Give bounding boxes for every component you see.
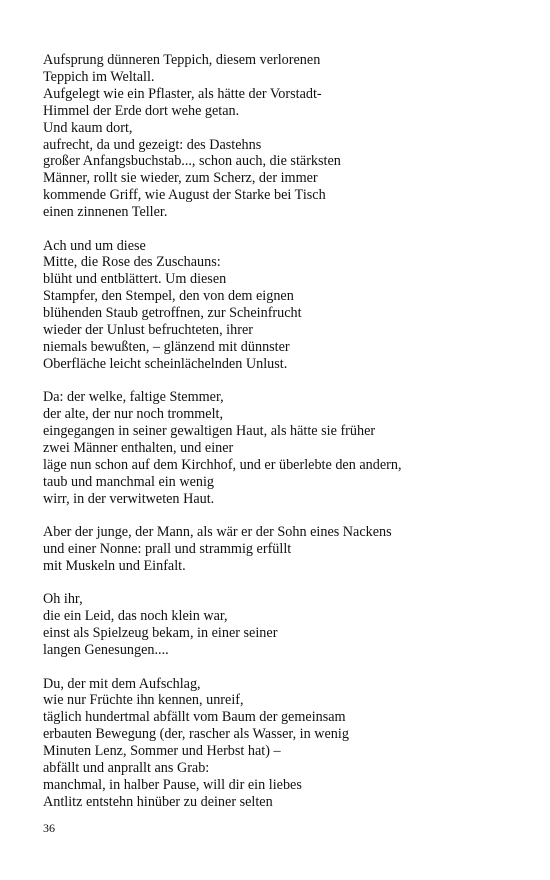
poem-line: taub und manchmal ein wenig <box>43 473 214 490</box>
poem-line: abfällt und anprallt ans Grab: <box>43 760 210 777</box>
poem-line: blüht und entblättert. Um diesen <box>43 271 227 288</box>
poem-line: eingegangen in seiner gewaltigen Haut, als hätte sie früher <box>43 423 376 440</box>
poem-line: manchmal, in halber Pause, will dir ein liebes <box>43 776 302 793</box>
poem-line: einen zinnenen Teller. <box>43 204 168 221</box>
poem-line: Mitte, die Rose des Zuschauns: <box>43 254 221 271</box>
poem-line: läge nun schon auf dem Kirchhof, und er überlebte den andern, <box>43 456 402 473</box>
poem-line: wirr, in der verwitweten Haut. <box>43 490 215 507</box>
poem-line: Ach und um diese <box>43 237 146 254</box>
poem-line: wieder der Unlust befruchteten, ihrer <box>43 322 253 339</box>
poem-line: Männer, rollt sie wieder, zum Scherz, der immer <box>43 170 318 187</box>
poem-line: zwei Männer enthalten, und einer <box>43 440 234 457</box>
poem-line: Aufgelegt wie ein Pflaster, als hätte der Vorstadt- <box>43 85 322 102</box>
stanza <box>43 676 523 811</box>
poem-line: und einer Nonne: prall und strammig erfüllt <box>43 541 292 558</box>
poem-text <box>43 52 523 827</box>
poem-line: Und kaum dort, <box>43 119 133 136</box>
stanza <box>43 52 523 221</box>
stanza <box>43 238 523 373</box>
poem-line: blühenden Staub getroffnen, zur Scheinfrucht <box>43 305 302 322</box>
poem-line: Teppich im Weltall. <box>43 68 155 85</box>
poem-line: täglich hundertmal abfällt vom Baum der gemeinsam <box>43 709 346 726</box>
poem-line: niemals bewußten, – glänzend mit dünnster <box>43 339 290 355</box>
poem-line: mit Muskeln und Einfalt. <box>43 557 186 574</box>
poem-line: langen Genesungen.... <box>43 642 169 659</box>
poem-line: Da: der welke, faltige Stemmer, <box>43 389 224 406</box>
poem-line: Himmel der Erde dort wehe getan. <box>43 102 240 119</box>
poem-line: aufrecht, da und gezeigt: des Dastehns <box>43 136 262 153</box>
poem-line: der alte, der nur noch trommelt, <box>43 406 224 423</box>
poem-line: Minuten Lenz, Sommer und Herbst hat) – <box>43 743 281 760</box>
poem-line: Du, der mit dem Aufschlag, <box>43 675 201 692</box>
poem-line: Aber der junge, der Mann, als wär er der Sohn eines Nackens <box>43 524 392 541</box>
poem-line: Aufsprung dünneren Teppich, diesem verlorenen <box>43 52 321 68</box>
poem-line: Antlitz entstehn hinüber zu deiner selten <box>43 793 273 810</box>
poem-line: Stampfer, den Stempel, den von dem eignen <box>43 288 294 305</box>
poem-line: erbauten Bewegung (der, rascher als Wasser, in wenig <box>43 726 349 743</box>
poem-line: Oberfläche leicht scheinlächelnden Unlust. <box>43 355 288 372</box>
stanza <box>43 524 523 575</box>
poem-line: einst als Spielzeug bekam, in einer seiner <box>43 625 278 642</box>
stanza <box>43 591 523 659</box>
poem-line: wie nur Früchte ihn kennen, unreif, <box>43 692 244 709</box>
poem-line: kommende Griff, wie August der Starke bei Tisch <box>43 187 326 204</box>
stanza <box>43 389 523 507</box>
poem-line: Oh ihr, <box>43 591 83 608</box>
poem-line: großer Anfangsbuchstab..., schon auch, die stärksten <box>43 153 341 170</box>
page-number: 36 <box>43 821 55 835</box>
poem-line: die ein Leid, das noch klein war, <box>43 608 228 625</box>
